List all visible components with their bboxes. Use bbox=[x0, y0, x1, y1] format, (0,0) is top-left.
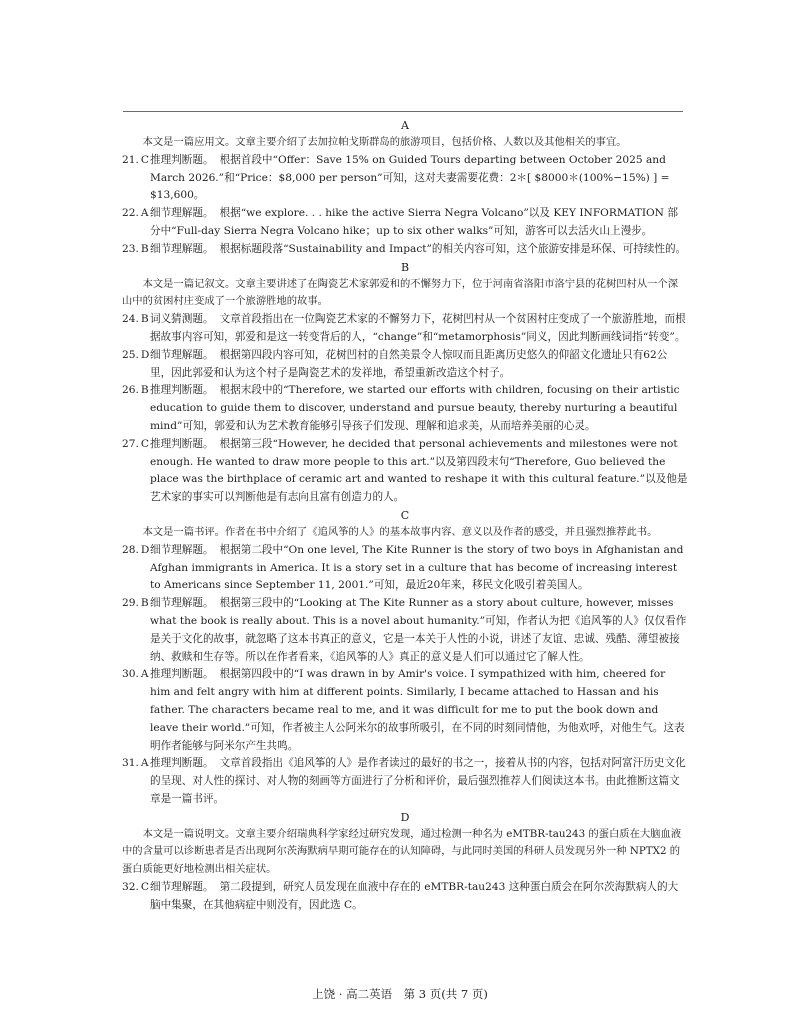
question-item bbox=[122, 755, 688, 808]
section-intro: 本文是一篇书评。作者在书中介绍了《追风筝的人》的基本故事内容、意义以及作者的感受，并且强烈推荐此书。 bbox=[142, 525, 658, 538]
question-item bbox=[122, 542, 688, 595]
question-type: 细节理解题。 bbox=[150, 348, 214, 361]
question-answer: C bbox=[140, 437, 149, 450]
question-number: 30. bbox=[122, 668, 139, 681]
section-letter: D bbox=[400, 810, 410, 824]
question-number: 28. bbox=[122, 543, 139, 556]
question-explanation: 根据第三段“However, he decided that personal achievements and milestones were not enough. He wanted to draw more people to this art.”以及第四段末句“Therefore, Guo believed the place was the birthplace of ceramic art and wanted to reshape it with this cultural feature.”以及他是艺术家的事实可以判断他是有志向且富有创造力的人。 bbox=[150, 437, 688, 504]
question-item bbox=[122, 879, 688, 915]
question-item bbox=[122, 205, 688, 241]
question-number: 23. bbox=[122, 242, 139, 255]
question-number: 27. bbox=[122, 437, 139, 450]
section-letter: B bbox=[400, 260, 410, 274]
question-type: 细节理解题。 bbox=[150, 543, 214, 556]
question-explanation: 根据“we explore. . . hike the active Sierra Negra Volcano”以及 KEY INFORMATION 部分中“Full-day Sierra Negra Volcano hike；up to six other walks”可知，游客可以去活火山上漫步。 bbox=[150, 207, 678, 237]
question-type: 细节理解题。 bbox=[150, 881, 214, 894]
question-explanation: 文章首段指出《追风筝的人》是作者读过的最好的书之一，接着从书的内容，包括对阿富汗历史文化的呈现、对人性的探讨、对人物的刻画等方面进行了分析和评价，最后强烈推荐人们阅读这本书。由此推断这篇文章是一篇书评。 bbox=[150, 757, 686, 805]
question-number: 32. bbox=[122, 881, 139, 894]
question-answer: B bbox=[140, 242, 149, 255]
question-number: 24. bbox=[122, 313, 139, 326]
question-answer: B bbox=[140, 597, 149, 610]
question-explanation: 根据第四段中的“I was drawn in by Amir's voice. I sympathized with him, cheered for him and felt angry with him at different points. Similarly, I became attached to Hassan and his father. The characters became real to me, and it was difficult for me to put the book down and leave their world.”可知，作者被主人公阿米尔的故事所吸引，在不同的时刻同情他，为他欢呼，对他生气。这表明作者能够与阿米尔产生共鸣。 bbox=[150, 668, 685, 752]
section-intro: 本文是一篇记叙文。文章主要讲述了在陶瓷艺术家郭爱和的不懈努力下，位于河南省洛阳市洛宁县的花树凹村从一个深山中的贫困村庄变成了一个旅游胜地的故事。 bbox=[122, 277, 679, 308]
page-footer: 上饶 · 高二英语 第 3 页(共 7 页) bbox=[312, 987, 488, 1001]
question-explanation: 文章首段指出在一位陶瓷艺术家的不懈努力下，花树凹村从一个贫困村庄变成了一个旅游胜地，而根据故事内容可知，郭爱和是这一转变背后的人，“change”和“metamorphosis”同义，因此判断画线词指“转变”。 bbox=[150, 313, 686, 343]
question-item bbox=[122, 241, 688, 259]
question-answer: C bbox=[140, 153, 149, 166]
question-explanation: 第二段提到，研究人员发现在血液中存在的 eMTBR-tau243 这种蛋白质会在阿尔茨海默病人的大脑中集聚，在其他病症中则没有，因此选 C。 bbox=[150, 881, 679, 911]
question-item bbox=[122, 382, 688, 435]
question-item bbox=[122, 595, 688, 666]
section-intro: 本文是一篇应用文。文章主要介绍了去加拉帕戈斯群岛的旅游项目，包括价格、人数以及其他相关的事宜。 bbox=[142, 136, 627, 148]
question-answer: B bbox=[140, 384, 149, 397]
question-answer: A bbox=[140, 757, 149, 770]
question-answer: D bbox=[140, 348, 150, 361]
question-type: 推理判断题。 bbox=[150, 757, 214, 770]
question-type: 推理判断题。 bbox=[150, 153, 214, 166]
question-explanation: 根据第三段中的“Looking at The Kite Runner as a story about culture, however, misses what the book is really about. This is a novel about humanity.”可知，作者认为把《追风筝的人》仅仅看作是关于文化的故事，就忽略了这本书真正的意义，它是一本关于人性的小说，讲述了友谊、忠诚、残酷、薄望被接纳、救赎和生存等。所以在作者看来，《追风筝的人》真正的意义是人们可以通过它了解人性。 bbox=[150, 597, 687, 663]
section-letter: C bbox=[400, 508, 410, 522]
section-a bbox=[122, 117, 688, 259]
question-item bbox=[122, 347, 688, 383]
question-item bbox=[122, 152, 688, 205]
question-item bbox=[122, 666, 688, 755]
question-number: 22. bbox=[122, 207, 139, 220]
question-type: 推理判断题。 bbox=[150, 437, 214, 450]
section-intro: 本文是一篇说明文。文章主要介绍瑞典科学家经过研究发现，通过检测一种名为 eMTBR-tau243 的蛋白质在大脑血液中的含量可以诊断患者是否出现阿尔茨海默病早期可能存在的认知障碍，与此同时美国的科研人员发现另外一种 NPTX2 的蛋白质能更好地检测出相关症状。 bbox=[122, 827, 682, 876]
question-number: 29. bbox=[122, 597, 139, 610]
section-c bbox=[122, 507, 688, 809]
question-type: 细节理解题。 bbox=[150, 242, 214, 255]
question-explanation: 根据第二段中“On one level, The Kite Runner is the story of two boys in Afghanistan and Afghan immigrants in America. It is a story set in a culture that has become of increasing interest to Americans since September 11, 2001.”可知，最近20年来，移民文化吸引着美国人。 bbox=[150, 543, 684, 592]
section-letter: A bbox=[401, 119, 409, 132]
question-number: 25. bbox=[122, 348, 139, 361]
question-answer: D bbox=[140, 543, 150, 556]
question-type: 推理判断题。 bbox=[150, 384, 214, 397]
question-explanation: 根据首段中“Offer：Save 15% on Guided Tours departing between October 2025 and March 2026.”和“Price：$8,000 per person”可知，这对夫妻需要花费：2＊[ $8000＊(100%−15%) ] = $13,600。 bbox=[150, 153, 670, 202]
question-answer: C bbox=[140, 881, 149, 894]
question-explanation: 根据末段中的“Therefore, we started our efforts with children, focusing on their artistic education to guide them to discover, understand and pursue beauty, thereby nurturing a beautiful mind”可知，郭爱和认为艺术教育能够引导孩子们发现、理解和追求美，从而培养美丽的心灵。 bbox=[150, 384, 680, 432]
question-answer: A bbox=[140, 668, 149, 681]
question-item bbox=[122, 311, 688, 347]
question-type: 细节理解题。 bbox=[150, 207, 214, 220]
question-number: 21. bbox=[122, 153, 139, 166]
top-rule bbox=[123, 111, 683, 112]
question-type: 细节理解题。 bbox=[150, 597, 214, 610]
question-number: 31. bbox=[122, 757, 139, 770]
section-d bbox=[122, 809, 688, 915]
question-explanation: 根据第四段内容可知，花树凹村的自然美景令人惊叹而且距离历史悠久的仰韶文化遗址只有62公里，因此郭爱和认为这个村子是陶瓷艺术的发祥地，希望重新改造这个村子。 bbox=[150, 348, 668, 379]
question-type: 词义猜测题。 bbox=[150, 313, 214, 326]
question-answer: A bbox=[140, 207, 149, 220]
question-number: 26. bbox=[122, 384, 139, 397]
answer-content bbox=[122, 117, 688, 915]
question-explanation: 根据标题段落“Sustainability and Impact”的相关内容可知，这个旅游安排是环保、可持续性的。 bbox=[219, 242, 687, 255]
section-b bbox=[122, 259, 688, 507]
question-type: 推理判断题。 bbox=[150, 668, 214, 681]
question-item bbox=[122, 436, 688, 507]
question-answer: B bbox=[140, 313, 149, 326]
